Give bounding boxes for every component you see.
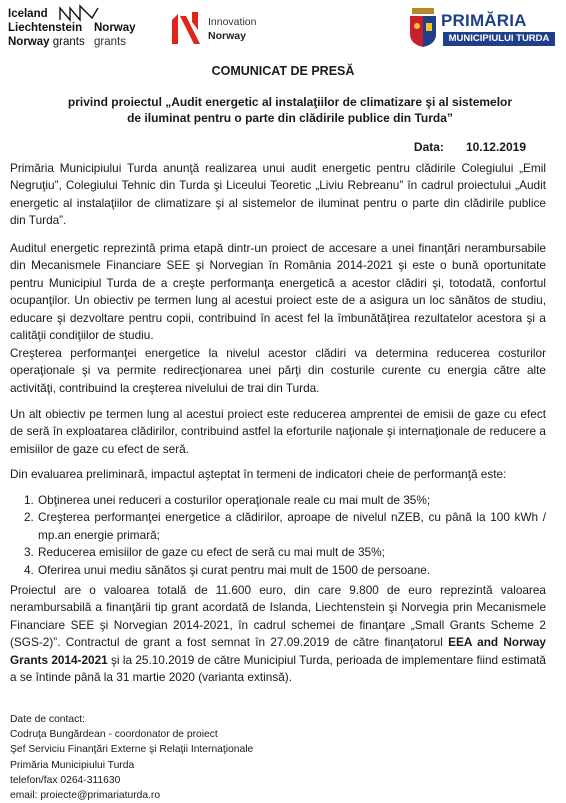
logo-norway-grants: Norway grants	[8, 36, 85, 48]
subtitle-line-2: de iluminat pentru o parte din clădirile publice din Turda”	[127, 111, 453, 125]
grant-name: EEA and Norway Grants 2014-2021	[10, 635, 546, 667]
innovation-label: Innovation	[208, 16, 257, 28]
logo-liechtenstein: Liechtenstein	[8, 22, 83, 34]
date-label: Data:	[413, 140, 444, 154]
logo-norway-right: Norway	[94, 22, 136, 34]
paragraph-performance: Creşterea performanţei energetice la nivelul acestor clădiri va determina reducerea costurilor operaţionale şi va permite redirecţionarea unei părţi din costurile curente cu energia către alte activităţi, contribuind la creşterea nivelului de trai din Turda.	[10, 346, 546, 395]
innovation-norway-logo	[170, 8, 280, 50]
primaria-turda-logo	[405, 6, 565, 52]
innovation-mark-icon	[170, 10, 202, 46]
list-item: 1. Obţinerea unei reduceri a costurilor operaţionale reale cu mai mult de 35%;	[24, 493, 431, 507]
list-item: 4. Oferirea unui mediu sănătos şi curat pentru mai mult de 1500 de persoane.	[24, 562, 431, 577]
subtitle-line-1: privind proiectul „Audit energetic al instalaţiilor de climatizare şi al sistemelor	[67, 95, 513, 109]
paragraph-intro: Primăria Municipiului Turda anunţă realizarea unui audit energetic pentru clădirile Colegiului „Emil Negruţiu”, Colegiului Tehnic din Turda şi Liceului Teoretic „Liviu Rebreanu” în cadrul proiectului „Audit energetic al instalaţiilor de climatizare şi al sistemelor de iluminat pentru o parte din clădirile publice din Turda”.	[10, 161, 546, 228]
contact-role: Şef Serviciu Finanţări Externe şi Relaţii Internaţionale	[10, 744, 254, 756]
eea-norway-grants-logo	[6, 4, 146, 60]
paragraph-evaluation: Din evaluarea preliminară, impactul aşteptat în termeni de indicatori cheie de performanţă este:	[10, 467, 507, 481]
contact-name: Codruţa Bungărdean - coordonator de proiect	[10, 729, 218, 741]
contact-block	[10, 712, 253, 803]
paragraph-funding: Proiectul are o valoarea totală de 11.600 euro, din care 9.800 de euro reprezintă valoarea nerambursabilă a finanţării tip grant acordată de Islanda, Liechtenstein şi Norvegia prin Mecanismele Financiare SEE şi Norvegian 2014-2021, în cadrul schemei de finanţare „Small Grants Scheme 2 (SGS-2)”. Contractul de grant a fost semnat în 27.09.2019 de către finanţatorul EEA and Norway Grants 2014-2021 şi la 25.10.2019 de către Municipiul Turda, perioada de implementare fiind estimată a se întinde până la 31 martie 2020 (varianta extinsă).	[10, 583, 546, 685]
paragraph-emissions: Un alt obiectiv pe termen lung al acestui proiect este reducerea amprentei de emisii de gaze cu efect de seră în exploatarea clădirilor, contribuind astfel la eforturile naţionale şi internaţionale de reducere a emisiilor de gaze cu efect de seră.	[10, 407, 546, 456]
document-subtitle	[60, 94, 520, 126]
contact-heading: Date de contact:	[10, 714, 85, 725]
norway-label: Norway	[208, 30, 246, 42]
list-item: 3. Reducerea emisiilor de gaze cu efect de seră cu mai mult de 35%;	[24, 545, 385, 560]
document-date	[414, 140, 526, 154]
list-item: 2. Creşterea performanţei energetice a clădirilor, aproape de nivelul nZEB, cu până la 100 kWh / mp.an energie primară;	[24, 510, 546, 542]
contact-institution: Primăria Municipiului Turda	[10, 759, 135, 771]
coat-of-arms-icon	[407, 8, 439, 48]
contact-phone: telefon/fax 0264-311630	[10, 774, 121, 786]
abstract-lines-icon	[58, 4, 100, 22]
kpi-list	[10, 492, 546, 579]
contact-email[interactable]: email: proiecte@primariaturda.ro	[10, 790, 161, 802]
document-title: COMUNICAT DE PRESĂ	[211, 64, 355, 78]
primaria-title: PRIMĂRIA	[441, 11, 527, 30]
logo-grants-right: grants	[94, 36, 126, 48]
date-value: 10.12.2019	[465, 140, 526, 154]
paragraph-audit: Auditul energetic reprezintă prima etapă dintr-un proiect de accesare a unei finanţări nerambursabile din Mecanismele Financiare SEE şi Norvegian în România 2014-2021 şi este o bună oportunitate pentru Municipiul Turda de a creşte performanţa energetică a acestor clădiri şi, totodată, confortul ocupanţilor. Un obiectiv pe termen lung al acestui proiect este de a asigura un loc sănătos de studiu, educare şi dezvoltare pentru copii, contribuind în acest fel la îmbunătăţirea rezultatelor acestora şi a calităţii condiţiilor de studiu.	[10, 241, 546, 343]
logo-iceland: Iceland	[8, 8, 48, 20]
municipiului-turda-banner: MUNICIPIULUI TURDA	[443, 32, 555, 46]
